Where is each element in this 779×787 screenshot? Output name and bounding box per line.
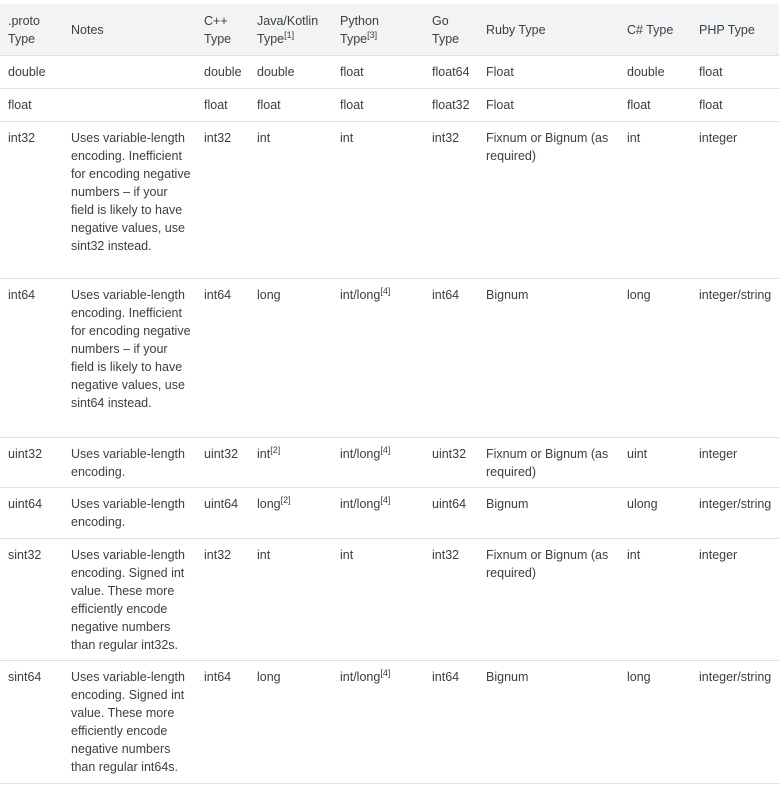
cell-go-type: uint32	[424, 438, 478, 488]
cell-go-type: int32	[424, 122, 478, 279]
cell-cpp-type: int64	[196, 661, 249, 784]
cell-ruby-type: Bignum	[478, 488, 619, 539]
cell-proto-type: double	[0, 56, 63, 89]
cell-python-type: int/long[4]	[332, 438, 424, 488]
table-row	[0, 89, 779, 122]
cell-python-type: int/long[4]	[332, 488, 424, 539]
cell-csharp-type: uint	[619, 438, 691, 488]
table-row	[0, 438, 779, 488]
table-container	[0, 4, 779, 787]
cell-proto-type: uint32	[0, 438, 63, 488]
table-row	[0, 122, 779, 279]
cell-cpp-type: double	[196, 56, 249, 89]
cell-php-type: integer/string	[691, 279, 779, 438]
cell-php-type: integer/string	[691, 488, 779, 539]
cell-cpp-type: int32	[196, 539, 249, 661]
cell-csharp-type: double	[619, 56, 691, 89]
cell-java-type: int	[249, 539, 332, 661]
cell-java-type: long	[249, 279, 332, 438]
cell-ruby-type: Float	[478, 56, 619, 89]
cell-proto-type: sint32	[0, 539, 63, 661]
cell-python-type: int	[332, 539, 424, 661]
cell-go-type: float32	[424, 89, 478, 122]
cell-python-type: float	[332, 56, 424, 89]
header-php-type: PHP Type	[699, 22, 755, 37]
cell-java-type: long[2]	[249, 488, 332, 539]
cell-python-type: float	[332, 89, 424, 122]
header-cpp-type: C++ Type	[204, 13, 232, 46]
footnote-link[interactable]: [2]	[280, 494, 291, 505]
cell-cpp-type: uint64	[196, 488, 249, 539]
cell-ruby-type: Fixnum or Bignum (as required)	[478, 539, 619, 661]
cell-proto-type: int64	[0, 279, 63, 438]
header-go-type: Go Type	[432, 13, 460, 46]
cell-proto-type: float	[0, 89, 63, 122]
scalar-types-table	[0, 4, 779, 784]
cell-java-type: float	[249, 89, 332, 122]
cell-proto-type: int32	[0, 122, 63, 279]
cell-cpp-type: int32	[196, 122, 249, 279]
cell-csharp-type: int	[619, 539, 691, 661]
header-csharp-type: C# Type	[627, 22, 674, 37]
cell-java-type: int[2]	[249, 438, 332, 488]
footnote-link[interactable]: [4]	[380, 444, 391, 455]
footnote-link[interactable]: [4]	[380, 494, 391, 505]
cell-java-type: long	[249, 661, 332, 784]
cell-ruby-type: Bignum	[478, 661, 619, 784]
header-ruby-type: Ruby Type	[486, 22, 546, 37]
cell-notes: Uses variable-length encoding.	[63, 488, 196, 539]
cell-python-type: int	[332, 122, 424, 279]
footnote-link[interactable]: [3]	[367, 29, 378, 40]
footnote-link[interactable]: [4]	[380, 285, 391, 296]
footnote-link[interactable]: [1]	[284, 29, 295, 40]
header-proto-type: .proto Type	[8, 13, 40, 46]
cell-notes: Uses variable-length encoding.	[63, 438, 196, 488]
cell-php-type: integer	[691, 539, 779, 661]
cell-notes: Uses variable-length encoding. Inefficient for encoding negative numbers – if your field is likely to have negative values, use sint64 instead.	[63, 279, 196, 438]
cell-cpp-type: float	[196, 89, 249, 122]
cell-php-type: integer	[691, 122, 779, 279]
cell-notes: Uses variable-length encoding. Signed int value. These more efficiently encode negative numbers than regular int32s.	[63, 539, 196, 661]
cell-csharp-type: float	[619, 89, 691, 122]
cell-notes	[63, 56, 196, 89]
footnote-link[interactable]: [4]	[380, 667, 391, 678]
cell-csharp-type: long	[619, 279, 691, 438]
cell-java-type: double	[249, 56, 332, 89]
cell-notes	[63, 89, 196, 122]
cell-csharp-type: long	[619, 661, 691, 784]
cell-php-type: float	[691, 89, 779, 122]
cell-ruby-type: Fixnum or Bignum (as required)	[478, 122, 619, 279]
header-python-type: Python Type[3]	[340, 13, 379, 46]
cell-csharp-type: int	[619, 122, 691, 279]
table-row	[0, 279, 779, 438]
cell-go-type: int64	[424, 661, 478, 784]
cell-ruby-type: Bignum	[478, 279, 619, 438]
table-row	[0, 488, 779, 539]
table-row	[0, 56, 779, 89]
cell-proto-type: sint64	[0, 661, 63, 784]
cell-python-type: int/long[4]	[332, 279, 424, 438]
footnote-link[interactable]: [2]	[270, 444, 281, 455]
table-row	[0, 661, 779, 784]
cell-java-type: int	[249, 122, 332, 279]
cell-php-type: integer/string	[691, 661, 779, 784]
cell-go-type: int64	[424, 279, 478, 438]
cell-notes: Uses variable-length encoding. Signed int value. These more efficiently encode negative numbers than regular int64s.	[63, 661, 196, 784]
cell-php-type: integer	[691, 438, 779, 488]
header-notes: Notes	[71, 22, 104, 37]
cell-ruby-type: Fixnum or Bignum (as required)	[478, 438, 619, 488]
cell-php-type: float	[691, 56, 779, 89]
cell-go-type: int32	[424, 539, 478, 661]
cell-cpp-type: int64	[196, 279, 249, 438]
cell-go-type: float64	[424, 56, 478, 89]
header-java-kotlin-type: Java/Kotlin Type[1]	[257, 13, 319, 46]
cell-proto-type: uint64	[0, 488, 63, 539]
cell-notes: Uses variable-length encoding. Inefficient for encoding negative numbers – if your field is likely to have negative values, use sint32 instead.	[63, 122, 196, 279]
cell-csharp-type: ulong	[619, 488, 691, 539]
cell-python-type: int/long[4]	[332, 661, 424, 784]
cell-ruby-type: Float	[478, 89, 619, 122]
cell-cpp-type: uint32	[196, 438, 249, 488]
table-header-row	[0, 4, 779, 56]
cell-go-type: uint64	[424, 488, 478, 539]
table-row	[0, 539, 779, 661]
